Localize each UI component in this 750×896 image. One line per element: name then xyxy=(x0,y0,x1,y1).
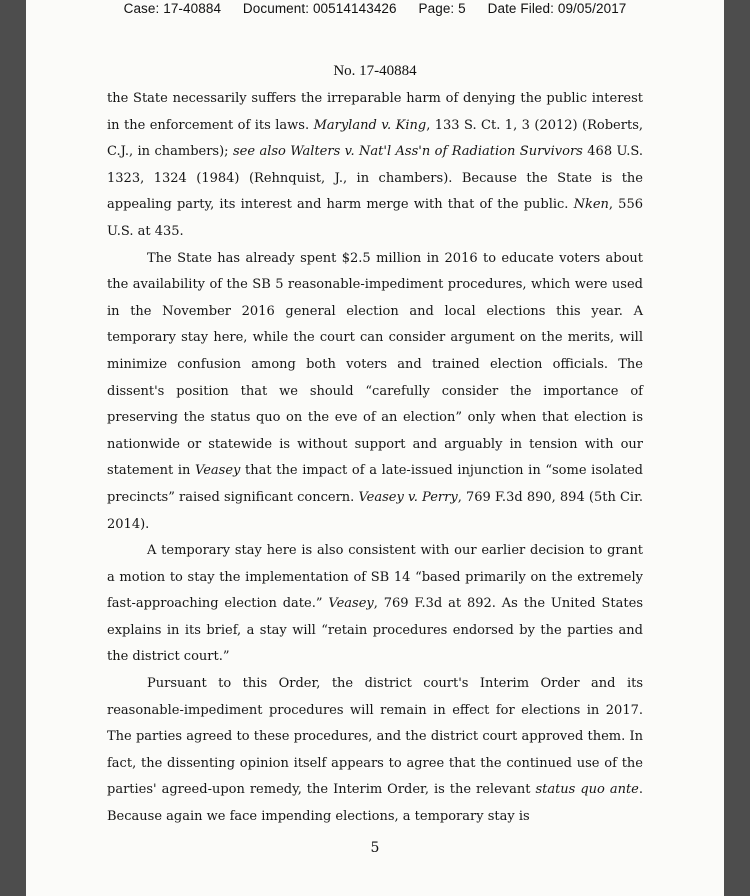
opinion-body xyxy=(107,86,643,831)
paragraph-2: The State has already spent $2.5 million in 2016 to educate voters about the availability of the SB 5 reasonable-impediment procedures, which were used in the November 2016 general election and local elections this year. A temporary stay here, while the court can consider argument on the merits, will minimize confusion among both voters and trained election officials. The dissent's position that we should “carefully consider the importance of preserving the status quo on the eve of an election” only when that election is nationwide or statewide is without support and arguably in tension with our statement in Veasey that the impact of a late-issued injunction in “some isolated precincts” raised significant concern. Veasey v. Perry, 769 F.3d 890, 894 (5th Cir. 2014). xyxy=(107,250,644,532)
paragraph-4: Pursuant to this Order, the district court's Interim Order and its reasonable-impediment procedures will remain in effect for elections in 2017. The parties agreed to these procedures, and the district court approved them. In fact, the dissenting opinion itself appears to agree that the continued use of the parties' agreed-upon remedy, the Interim Order, is the relevant status quo ante. Because again we face impending elections, a temporary stay is xyxy=(107,676,643,825)
paragraph-1: the State necessarily suffers the irreparable harm of denying the public interest in the enforcement of its laws. Maryland v. King, 133 S. Ct. 1, 3 (2012) (Roberts, C.J., in chambers); see also Walters v. Nat'l Ass'n of Radiation Survivors 468 U.S. 1323, 1324 (1984) (Rehnquist, J., in chambers). Because the State is the appealing party, its interest and harm merge with that of the public. Nken, 556 U.S. at 435. xyxy=(107,91,643,239)
header-date-filed: Date Filed: 09/05/2017 xyxy=(487,1,627,16)
header-case: Case: 17-40884 xyxy=(123,1,222,16)
document-page xyxy=(26,0,724,896)
header-document: Document: 00514143426 xyxy=(242,1,397,16)
header-page: Page: 5 xyxy=(418,1,466,16)
page-number: 5 xyxy=(370,840,380,856)
case-number: No. 17-40884 xyxy=(333,63,417,79)
filing-header xyxy=(26,0,724,18)
paragraph-3: A temporary stay here is also consistent with our earlier decision to grant a motion to stay the implementation of SB 14 “based primarily on the extremely fast-approaching election date.” Veasey, 769 F.3d at 892. As the United States explains in its brief, a stay will “retain procedures endorsed by the parties and the district court.” xyxy=(107,543,643,665)
